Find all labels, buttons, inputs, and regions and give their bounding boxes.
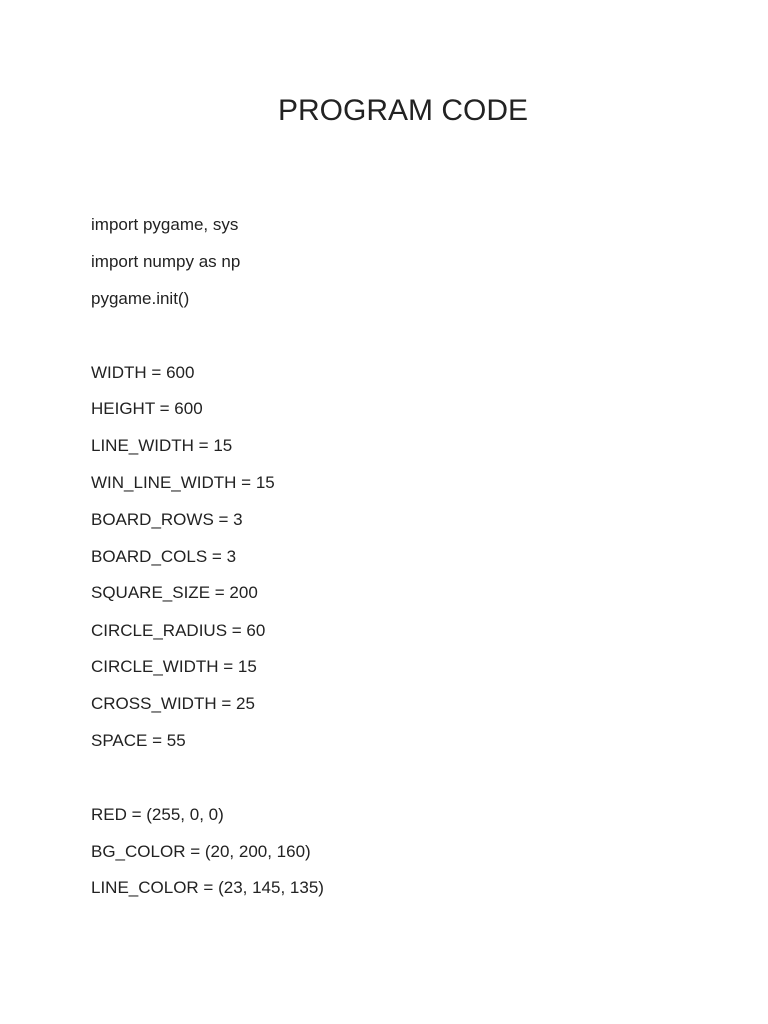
code-line-width: WIDTH = 600 <box>91 363 195 382</box>
code-line-red: RED = (255, 0, 0) <box>91 805 224 824</box>
code-line-height: HEIGHT = 600 <box>91 399 203 418</box>
code-line-board-cols: BOARD_COLS = 3 <box>91 547 237 566</box>
code-line-circle-radius: CIRCLE_RADIUS = 60 <box>91 621 266 640</box>
code-line-win-line-width: WIN_LINE_WIDTH = 15 <box>91 473 275 492</box>
code-line-pygame-init: pygame.init() <box>91 289 190 308</box>
code-line-space: SPACE = 55 <box>91 731 186 750</box>
code-line-bg-color: BG_COLOR = (20, 200, 160) <box>91 842 311 861</box>
page-title: PROGRAM CODE <box>277 94 529 127</box>
code-line-import-pygame: import pygame, sys <box>91 215 239 234</box>
code-line-square-size: SQUARE_SIZE = 200 <box>91 583 258 602</box>
code-line-board-rows: BOARD_ROWS = 3 <box>91 510 243 529</box>
code-line-cross-width: CROSS_WIDTH = 25 <box>91 694 255 713</box>
code-line-line-width: LINE_WIDTH = 15 <box>91 436 233 455</box>
code-line-line-color: LINE_COLOR = (23, 145, 135) <box>91 878 324 897</box>
code-line-circle-width: CIRCLE_WIDTH = 15 <box>91 657 257 676</box>
code-line-import-numpy: import numpy as np <box>91 252 241 271</box>
